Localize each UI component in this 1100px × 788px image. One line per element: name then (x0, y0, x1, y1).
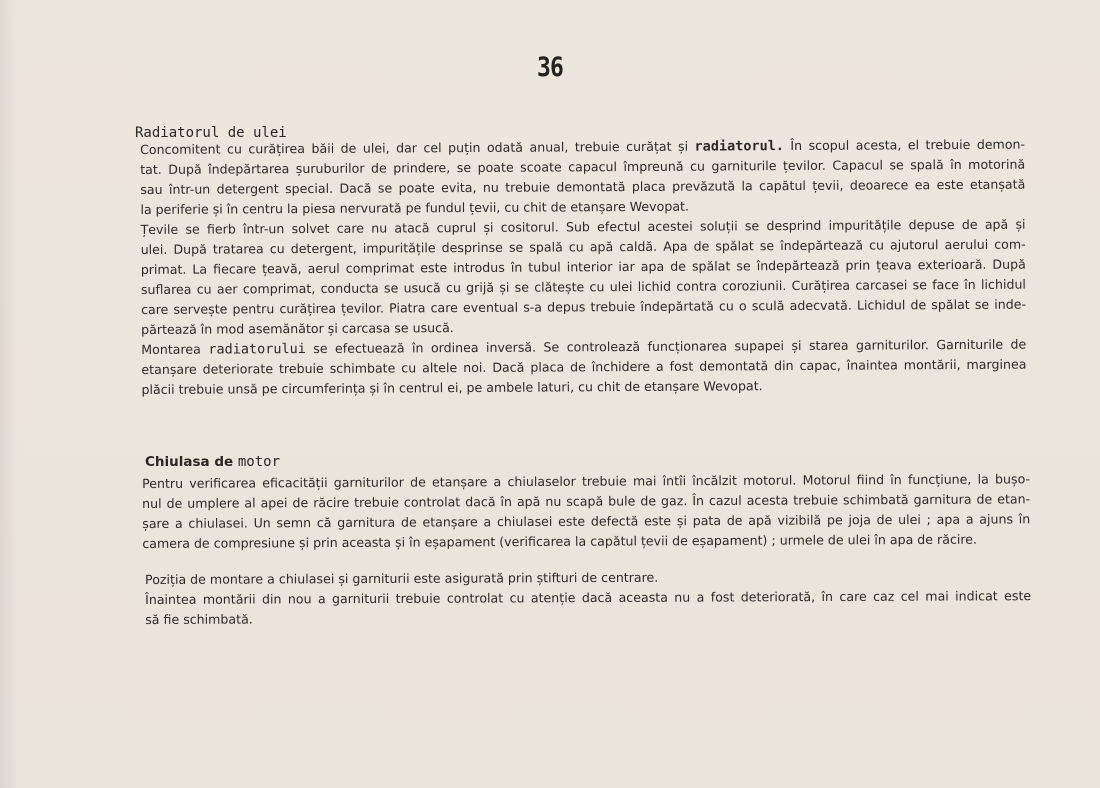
text-line: plăcii trebuie unsă pe circumferința și în centrul ei, pe ambele laturi, cu chit de etanșare Wevopat. (141, 378, 763, 397)
text-line: camera de compresiune și prin aceasta și în eșapament (verificarea la capătul țevii de eșapament) ; urmele de ulei în apa de răcire. (142, 531, 978, 551)
text-line: Poziția de montare a chiulasei și garniturii este asigurată prin știfturi de centrare. (145, 569, 659, 587)
text-line: să fie schimbată. (145, 611, 253, 627)
text-line: suflarea cu aer comprimat, conducta se usucă cu grijă și se clătește cu ulei lichid contra coroziunii. Curățirea carcasei se face în lichidul (140, 276, 1026, 297)
text-line: Înaintea montării din nou a garniturii trebuie controlat cu atenție dacă aceasta nu a fost deteriorată, în care caz cel mai indicat este (145, 588, 1032, 607)
text-line: ulei. După tratarea cu detergent, impuritățile desprinse se spală cu apă caldă. Apa de spălat se îndepărtează cu ajutorul aerului com- (140, 236, 1026, 257)
text-line: tat. După îndepărtarea șuruburilor de prindere, se poate scoate capacul împreună cu garniturile țevilor. Capacul se spală în motorină (140, 156, 1026, 177)
inline-term-radiatorului: radiatorului (208, 340, 306, 358)
page-number: 36 (537, 52, 563, 83)
text-line: Concomitent cu curățirea băii de ulei, dar cel puțin odată anual, trebuie curățat și radiatorul. În scopul acesta, el trebuie demon- (140, 136, 1026, 157)
section-title-chiulasa-de-motor: Chiulasa de motor (145, 454, 281, 470)
text-line: sau într-un detergent special. Dacă se poate evita, nu trebuie demontată placa prevăzută la capătul țevii, deoarece ea este etanșată (140, 176, 1026, 197)
paragraph-chiulasa-montare (145, 566, 1031, 630)
paragraph-chiulasa-verificare (142, 469, 1030, 554)
text-line: etanșare deteriorate trebuie schimbate cu altele noi. Dacă placa de închidere a fost demontată din capac, înaintea montării, marginea (141, 356, 1027, 377)
paragraph-radiator (140, 135, 1027, 400)
text-line: primat. La fiecare țeavă, aerul comprimat este introdus în tubul interior iar apa de spălat se îndepărtează prin țeava exterioară. După (140, 256, 1026, 277)
text-line: Montarea radiatorului se efectuează în ordinea inversă. Se controlează funcționarea supapei și starea garniturilor. Garniturile de (141, 336, 1027, 358)
text-line: șare a chiulasei. Un semn că garnitura de etanșare a chiulasei este defectă este și pata de apă vizibilă pe joja de ulei ; apa a ajuns în (142, 511, 1031, 531)
text-line: Pentru verificarea eficacității garniturilor de etanșare a chiulaselor trebuie mai întîi încălzit motorul. Motorul fiind în funcțiune, la bușo- (142, 471, 1031, 491)
inline-term-radiatorul: radiatorul. (694, 138, 784, 155)
text-line: părtează în mod asemănător și carcasa se usucă. (141, 320, 454, 337)
text-line: care servește pentru curățirea țevilor. Piatra care eventual s-a depus trebuie îndepărtată cu o sculă adecvată. Lichidul de spălat se inde- (140, 296, 1027, 317)
text-line: la periferie și în centru la piesa nervurată pe fundul țevii, cu chit de etanșare Wevopat. (140, 198, 690, 217)
section-title-radiatorul-de-ulei: Radiatorul de ulei (135, 125, 287, 141)
text-line: Țevile se fierb într-un solvet care nu atacă cuprul și cositorul. Sub efectul acestei soluții se desprind impuritățile depuse de apă și (140, 216, 1026, 237)
text-line: nul de umplere al apei de răcire trebuie controlat dacă în apă nu scapă bule de gaz. În cazul acesta trebuie schimbată garnitura de etan- (142, 491, 1031, 511)
